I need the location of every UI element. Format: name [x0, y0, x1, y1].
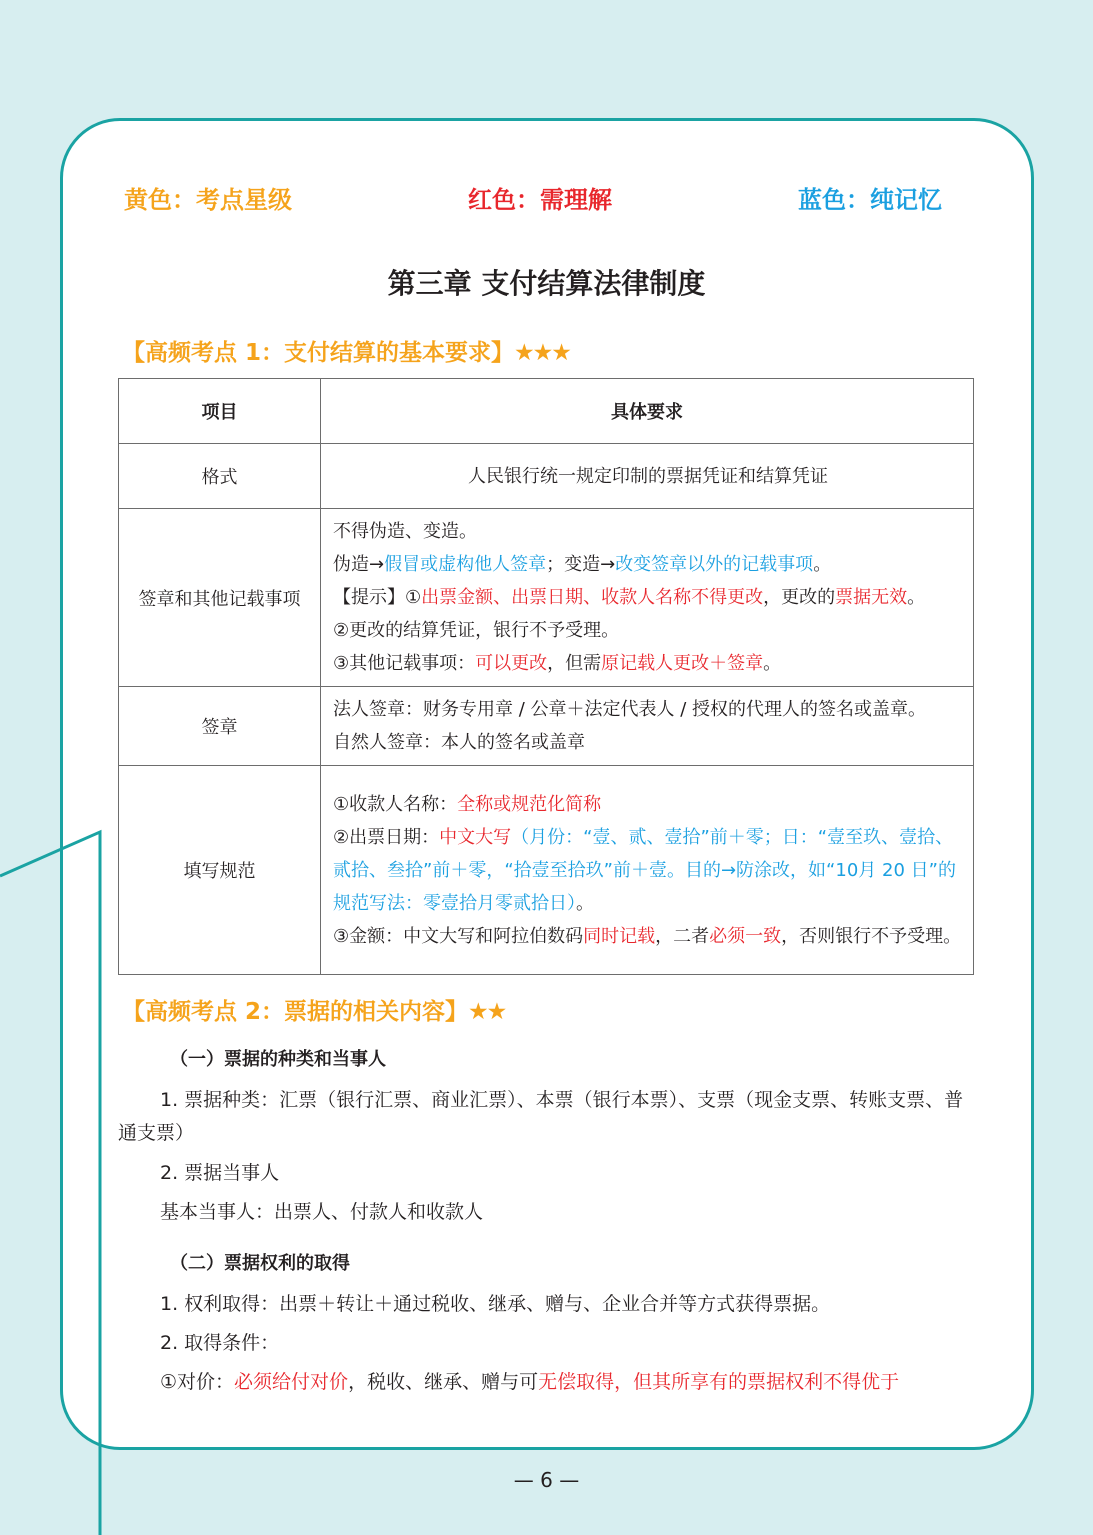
text-line — [333, 788, 963, 821]
text-segment: 伪造→ — [333, 554, 385, 575]
text-segment: ③其他记载事项： — [333, 653, 476, 674]
text-line — [333, 515, 963, 548]
paragraph: 1. 权利取得：出票＋转让＋通过税收、继承、赠与、企业合并等方式获得票据。 — [160, 1293, 831, 1315]
key-point-2-heading: 【高频考点 2：票据的相关内容】★★ — [122, 999, 506, 1025]
text-segment: 。 — [907, 587, 926, 608]
text-segment: ，税收、继承、赠与可 — [348, 1371, 539, 1393]
text-segment: 法人签章：财务专用章 / 公章＋法定代表人 / 授权的代理人的签名或盖章。 — [333, 699, 927, 720]
text-segment: 出票金额、出票日期、收款人名称不得更改 — [421, 587, 764, 608]
text-line — [333, 920, 963, 953]
legend-yellow: 黄色：考点星级 — [124, 186, 292, 214]
text-segment: 。 — [813, 554, 832, 575]
row-label: 填写规范 — [119, 766, 321, 975]
text-segment: 全称或规范化简称 — [457, 793, 602, 815]
row-content — [321, 687, 974, 766]
text-segment: ，更改的 — [763, 587, 836, 608]
paragraph: 1. 票据种类：汇票（银行汇票、商业汇票）、本票（银行本票）、支票（现金支票、转账支票、普通支票） — [118, 1089, 964, 1144]
text-segment: 人民银行统一规定印制的票据凭证和结算凭证 — [468, 465, 828, 487]
requirements-table — [118, 378, 974, 975]
text-segment: ；变造→ — [546, 554, 616, 575]
row-content — [321, 766, 974, 975]
text-segment: 【提示】① — [333, 587, 422, 608]
text-line — [333, 821, 963, 920]
table-row — [119, 509, 974, 687]
table-row — [119, 444, 974, 509]
text-segment: 无偿取得，但其所享有的票据权利不得优于 — [538, 1371, 900, 1393]
text-segment: 必须一致 — [709, 925, 782, 947]
text-segment: 假冒或虚构他人签章 — [384, 554, 547, 575]
text-segment: ①对价： — [160, 1371, 235, 1393]
paragraph: 2. 取得条件： — [160, 1332, 280, 1354]
text-segment: 可以更改 — [475, 653, 548, 674]
text-segment: ，二者 — [655, 925, 710, 947]
text-line — [333, 548, 963, 581]
text-segment: 。 — [763, 653, 782, 674]
text-segment: ，否则银行不予受理。 — [781, 925, 962, 947]
row-content — [321, 509, 974, 687]
table-row — [119, 687, 974, 766]
text-segment: ，但需 — [547, 653, 602, 674]
text-segment: 必须给付对价 — [234, 1371, 349, 1393]
text-segment: ②更改的结算凭证，银行不予受理。 — [333, 620, 620, 641]
text-segment: 原记载人更改＋签章 — [601, 653, 764, 674]
chapter-title: 第三章 支付结算法律制度 — [387, 267, 706, 300]
paragraph: 2. 票据当事人 — [160, 1162, 280, 1184]
paragraph: 基本当事人：出票人、付款人和收款人 — [160, 1201, 484, 1223]
text-line — [333, 581, 963, 614]
row-content — [321, 444, 974, 509]
text-line — [333, 693, 963, 726]
text-segment: 中文大写 — [439, 826, 512, 848]
text-segment: 。 — [576, 892, 594, 914]
text-segment: （月份：“壹、贰、壹拾”前＋零；日：“壹至玖、壹拾、贰拾、叁拾”前＋零，“拾壹至拾玖”前＋壹。目的→防涂改，如“10月 20 日”的规范写法：零壹拾月零贰拾日） — [333, 826, 956, 914]
text-line — [333, 647, 963, 680]
table-row — [119, 766, 974, 975]
text-segment: 票据无效 — [835, 587, 908, 608]
section-2-heading: （二）票据权利的取得 — [170, 1253, 350, 1274]
text-segment: ①收款人名称： — [333, 793, 458, 815]
text-segment: 改变签章以外的记载事项 — [615, 554, 814, 575]
legend-red: 红色：需理解 — [468, 186, 612, 214]
key-point-1-heading: 【高频考点 1：支付结算的基本要求】★★★ — [122, 340, 570, 366]
text-segment: 同时记载 — [583, 925, 656, 947]
section-1-heading: （一）票据的种类和当事人 — [170, 1049, 386, 1070]
legend-blue: 蓝色：纯记忆 — [798, 186, 942, 214]
star-rating: ★★★ — [514, 340, 570, 366]
star-rating: ★★ — [468, 999, 506, 1025]
header-requirement: 具体要求 — [321, 379, 974, 444]
paragraph — [160, 1366, 1020, 1399]
page-number: — 6 — — [513, 1468, 580, 1492]
text-line — [333, 460, 963, 493]
row-label: 签章 — [119, 687, 321, 766]
header-item: 项目 — [119, 379, 321, 444]
text-segment: ②出票日期： — [333, 826, 440, 848]
text-segment: ③金额：中文大写和阿拉伯数码 — [333, 925, 584, 947]
text-line — [333, 614, 963, 647]
text-segment: 不得伪造、变造。 — [333, 521, 477, 542]
text-segment: 自然人签章：本人的签名或盖章 — [333, 732, 585, 753]
row-label: 签章和其他记载事项 — [119, 509, 321, 687]
text-line — [333, 726, 963, 759]
row-label: 格式 — [119, 444, 321, 509]
